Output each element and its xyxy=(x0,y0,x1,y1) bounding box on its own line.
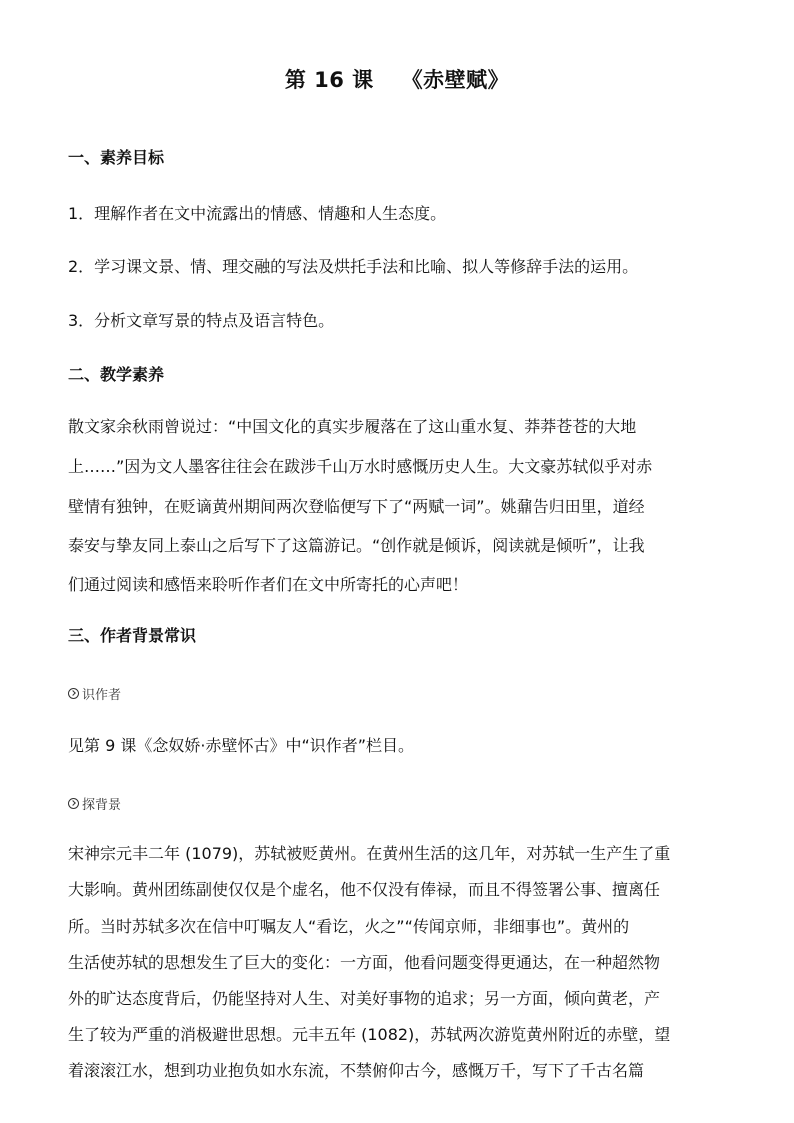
section-heading-background: 三、作者背景常识 xyxy=(68,626,197,645)
tag-explore-background xyxy=(68,794,121,813)
background-line: 着滚滚江水，想到功业抱负如水东流，不禁俯仰古今，感慨万千，写下了千古名篇 xyxy=(68,1061,645,1080)
tag-label: 探背景 xyxy=(82,798,122,813)
page-title xyxy=(0,64,794,94)
lesson-name: 《赤壁赋》 xyxy=(401,68,510,92)
background-line: 生活使苏轼的思想发生了巨大的变化：一方面，他看问题变得更通达，在一种超然物 xyxy=(68,953,661,972)
arrow-circle-icon xyxy=(68,798,79,809)
background-line: 所。当时苏轼多次在信中叮嘱友人“看讫，火之”“传闻京师，非细事也”。黄州的 xyxy=(68,917,630,936)
paragraph-line: 泰安与挚友同上泰山之后写下了这篇游记。“创作就是倾诉，阅读就是倾听”，让我 xyxy=(68,536,645,555)
paragraph-line: 壁情有独钟，在贬谪黄州期间两次登临便写下了“两赋一词”。姚鼐告归田里，道经 xyxy=(68,497,645,516)
section-heading-teaching: 二、教学素养 xyxy=(68,365,165,384)
objective-item: 2．学习课文景、情、理交融的写法及烘托手法和比喻、拟人等修辞手法的运用。 xyxy=(68,257,639,276)
section-heading-objectives: 一、素养目标 xyxy=(68,148,165,167)
lesson-number: 第 16 课 xyxy=(284,68,374,92)
paragraph-line: 散文家余秋雨曾说过：“中国文化的真实步履落在了这山重水复、莽莽苍苍的大地 xyxy=(68,417,637,436)
background-line: 宋神宗元丰二年 (1079)，苏轼被贬黄州。在黄州生活的这几年，对苏轼一生产生了重 xyxy=(68,844,671,863)
background-line: 大影响。黄州团练副使仅仅是个虚名，他不仅没有俸禄，而且不得签署公事、擅离任 xyxy=(68,880,661,899)
paragraph-line: 们通过阅读和感悟来聆听作者们在文中所寄托的心声吧！ xyxy=(68,575,469,594)
tag-label: 识作者 xyxy=(82,688,122,703)
objective-item: 3．分析文章写景的特点及语言特色。 xyxy=(68,311,335,330)
background-line: 生了较为严重的消极避世思想。元丰五年 (1082)，苏轼两次游览黄州附近的赤壁，望 xyxy=(68,1025,671,1044)
paragraph-line: 上……”因为文人墨客往往会在跋涉千山万水时感慨历史人生。大文豪苏轼似乎对赤 xyxy=(68,457,653,476)
tag-know-author xyxy=(68,684,121,703)
background-line: 外的旷达态度背后，仍能坚持对人生、对美好事物的追求；另一方面，倾向黄老，产 xyxy=(68,989,661,1008)
arrow-circle-icon xyxy=(68,688,79,699)
objective-item: 1．理解作者在文中流露出的情感、情趣和人生态度。 xyxy=(68,204,447,223)
author-text: 见第 9 课《念奴娇·赤壁怀古》中“识作者”栏目。 xyxy=(68,736,415,755)
